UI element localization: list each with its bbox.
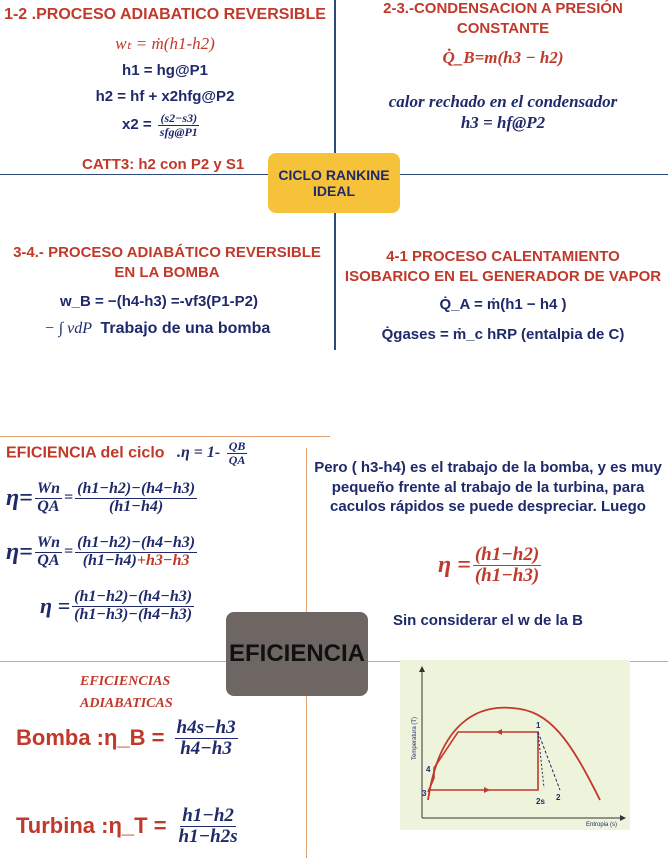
right-eq-frac [473, 545, 541, 586]
q3-eq-wb: w_B = −(h4-h3) =-vf3(P1-P2) [60, 293, 258, 310]
right-explanation: Pero ( h3-h4) es el trabajo de la bomba, y es muy pequeño frente al trabajo de la turbina, para caculos rápidos se puede despreciar. Luego [314, 459, 662, 515]
q4-title-line1: 4-1 PROCESO CALENTAMIENTO [386, 248, 620, 265]
pump-num: h4s−h3 [176, 717, 236, 738]
turbine-isentropic-line [538, 732, 544, 788]
right-eq-d: (h1−h3) [474, 564, 540, 586]
pump-den: h4−h3 [180, 737, 232, 759]
eq2 [6, 535, 199, 570]
eq1-frac2 [75, 481, 197, 516]
q1-eq-wt: wₜ = ṁ(h1-h2) [115, 34, 215, 53]
q1-eq-x2 [122, 112, 202, 138]
adiabatic-title-line2: ADIABATICAS [80, 696, 173, 711]
pump-frac [175, 718, 238, 759]
eq1-frac1 [35, 481, 62, 516]
q4-eq-gases: Q̇gases = ṁ_c hRP (entalpia de C) [381, 326, 625, 343]
turbine-frac [177, 806, 240, 847]
eq2-frac2 [75, 535, 197, 570]
q1-catt: CATT3: h2 con P2 y S1 [82, 156, 245, 173]
q4-title-line2: ISOBARICO EN EL GENERADOR DE VAPOR [344, 268, 662, 285]
q3-title-line2: EN LA BOMBA [114, 264, 220, 281]
q2-title-line1: 2-3.-CONDENSACION A PRESIÓN [383, 0, 623, 17]
cycle-title-box [268, 153, 400, 213]
eq3-n: (h1−h2)−(h4−h3) [74, 588, 193, 605]
t-axis-arrow [419, 666, 425, 672]
point-2s: 2s [536, 797, 545, 806]
heat-in-arrow [496, 729, 502, 735]
right-eq-lhs: η = [438, 551, 471, 578]
top-accent-line [0, 436, 330, 437]
q2-eq-qb: Q̇_B=m(h3 − h2) [442, 48, 564, 67]
eq2-lhs: η= [6, 538, 33, 565]
ts-xlabel: Entropia (s) [586, 822, 618, 828]
q2-eq-h3: h3 = hf@P2 [460, 113, 546, 132]
turbine-label: Turbina :η_T = [16, 813, 167, 839]
eq3 [40, 589, 196, 624]
eq2-frac1 [35, 535, 62, 570]
q2-title-line2: CONSTANTE [456, 20, 550, 37]
eq2-equals: = [63, 543, 74, 561]
eq2-n1: Wn [36, 534, 60, 551]
turbine-efficiency [16, 806, 242, 847]
q4-eq-qa: Q̇_A = ṁ(h1 − h4 ) [439, 296, 567, 313]
efficiency-center-box: EFICIENCIA [226, 612, 368, 696]
q3-eq-integral [44, 320, 270, 338]
eff-den: QA [228, 452, 246, 467]
eq2-d2a: (h1−h4) [82, 551, 137, 569]
eff-fraction [227, 440, 248, 466]
right-note: Sin considerar el w de la B [392, 612, 584, 629]
eq2-d2 [81, 553, 192, 570]
eq2-n2: (h1−h2)−(h4−h3) [77, 534, 196, 551]
q1-x2-lhs: x2 = [122, 116, 152, 134]
eff-eq-prefix: .η = 1- [177, 444, 221, 462]
ts-diagram [400, 660, 630, 830]
q3-integral-text: Trabajo de una bomba [100, 320, 271, 337]
heat-out-arrow [484, 787, 490, 793]
eq2-d2b: +h3−h3 [136, 551, 190, 569]
ts-diagram-svg [400, 660, 630, 830]
eq1 [6, 481, 199, 516]
q2-text: calor rechado en el condensador [388, 92, 618, 111]
pump-efficiency [16, 718, 240, 759]
q3-integral: − ∫ vdP [44, 320, 93, 337]
eff-label: EFICIENCIA del ciclo [6, 444, 165, 462]
right-eq [438, 545, 543, 586]
pump-label: Bomba :η_B = [16, 725, 165, 751]
eq1-lhs: η= [6, 484, 33, 511]
eq1-n2: (h1−h2)−(h4−h3) [77, 480, 196, 497]
q1-x2-fraction [158, 112, 200, 138]
eq1-n1: Wn [36, 480, 60, 497]
eff-num: QB [228, 439, 246, 453]
point-1: 1 [536, 721, 541, 730]
q1-x2-num: (s2−s3) [160, 111, 198, 125]
eq3-frac [72, 589, 194, 624]
point-2: 2 [556, 793, 561, 802]
eq1-d2: (h1−h4) [109, 497, 164, 515]
q1-x2-den: sfg@P1 [159, 124, 198, 139]
q1-title: 1-2 .PROCESO ADIABATICO REVERSIBLE [4, 6, 326, 23]
q1-eq-h1: h1 = hg@P1 [122, 62, 208, 79]
eq3-lhs: η = [40, 593, 71, 619]
point-3: 3 [422, 789, 427, 798]
cycle-path [428, 732, 538, 792]
ts-ylabel: Temperatura (T) [412, 716, 418, 760]
right-eq-n: (h1−h2) [474, 544, 540, 565]
eq2-d1: QA [37, 551, 60, 569]
turbine-num: h1−h2 [182, 805, 234, 826]
q1-eq-h2: h2 = hf + x2hfg@P2 [95, 88, 235, 105]
cycle-title-line1: CICLO RANKINE [278, 167, 390, 183]
saturation-dome [428, 708, 600, 800]
eq1-equals: = [63, 489, 74, 507]
point-4: 4 [426, 765, 431, 774]
eq1-d1: QA [37, 497, 60, 515]
s-axis-arrow [620, 815, 626, 821]
turbine-den: h1−h2s [178, 825, 238, 847]
q3-title-line1: 3-4.- PROCESO ADIABÁTICO REVERSIBLE [13, 244, 321, 261]
cycle-efficiency-header [6, 440, 249, 466]
eq3-d: (h1−h3)−(h4−h3) [74, 605, 193, 623]
cycle-title-line2: IDEAL [313, 183, 355, 199]
adiabatic-title-line1: EFICIENCIAS [80, 674, 171, 689]
